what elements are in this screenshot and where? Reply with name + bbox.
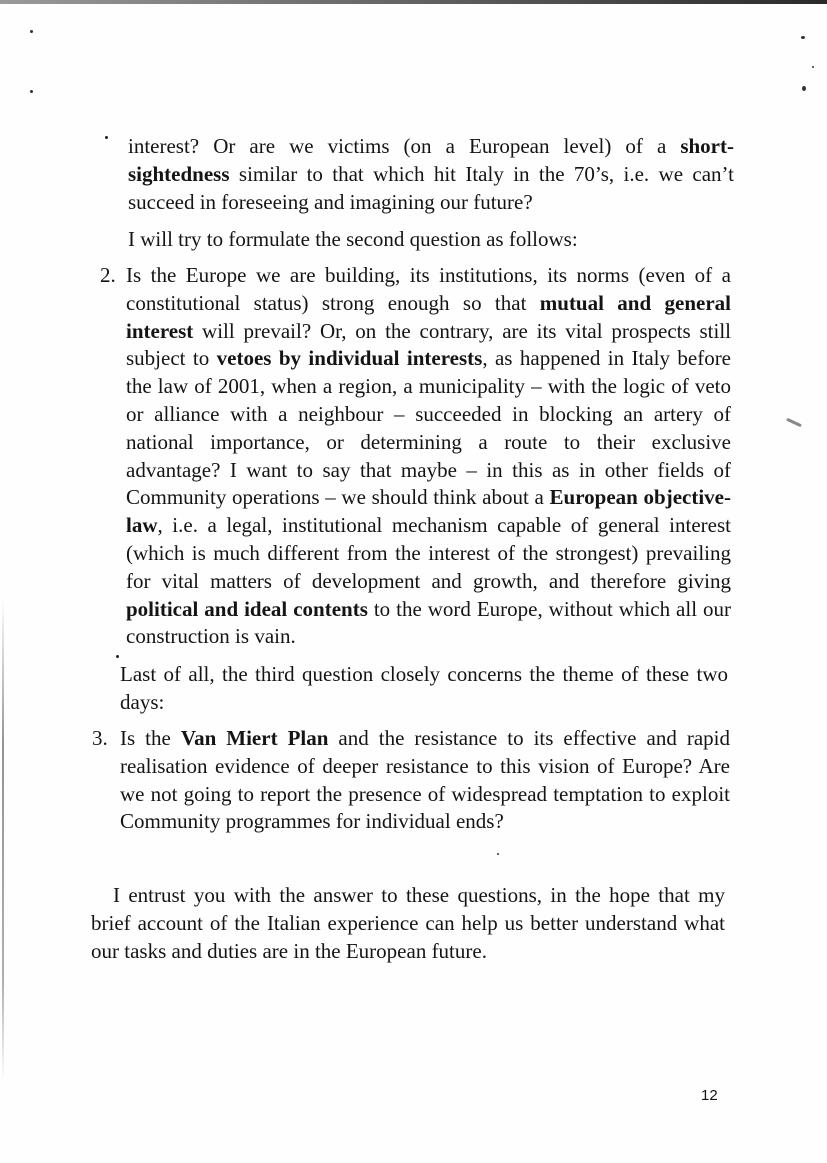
scan-speck bbox=[105, 136, 108, 139]
list-number-2: 2. bbox=[100, 263, 116, 287]
text-span: and the resistance to its effective and rapid realisation evidence of deeper resistance to this vision of Europe? Are we not going to report the presence of widespread temptation to exploit Community programmes for individual ends? bbox=[120, 726, 730, 834]
paragraph-closing bbox=[91, 882, 725, 965]
text-span: similar to that which hit Italy in the 70’s, i.e. we can’t succeed in foreseeing and imagining our future? bbox=[128, 161, 734, 214]
text-span: I entrust you with the answer to these questions, in the hope that my brief account of the Italian experience can help us better understand what our tasks and duties are in the European future. bbox=[91, 883, 725, 963]
text-span: Last of all, the third question closely concerns the theme of these two days: bbox=[120, 662, 728, 714]
scan-speck bbox=[497, 853, 499, 855]
scan-left-edge-shadow bbox=[2, 600, 4, 1080]
bold-term: Van Miert Plan bbox=[180, 726, 329, 750]
text-span: Is the Europe we are building, its institutions, its norms (even of a constitutional status) strong enough so that bbox=[126, 263, 731, 315]
text-span: interest? Or are we victims (on a European level) of a bbox=[128, 134, 681, 158]
list-number-3: 3. bbox=[92, 726, 108, 750]
bold-term: mutual and general interest bbox=[126, 290, 731, 343]
scan-speck bbox=[786, 418, 802, 427]
scan-top-border bbox=[0, 0, 827, 4]
scan-speck bbox=[812, 66, 814, 68]
paragraph-second-question-intro bbox=[128, 226, 734, 254]
text-span: , i.e. a legal, institutional mechanism capable of general interest (which is much different from the interest of the strongest) prevailing for vital matters of development and growth, and therefore giving bbox=[126, 513, 731, 593]
list-item-2 bbox=[126, 262, 731, 651]
scan-speck bbox=[802, 86, 806, 91]
scan-speck bbox=[116, 655, 119, 658]
text-span: , as happened in Italy before the law of 2001, when a region, a municipality – with the logic of veto or alliance with a neighbour – succeeded in blocking an artery of national importance, or determining a route to their exclusive advantage? I want to say that maybe – in this as in other fields of Community operations – we should think about a bbox=[126, 346, 732, 510]
text-span: will prevail? Or, on the contrary, are its vital prospects still subject to bbox=[126, 318, 731, 371]
page-number: 12 bbox=[701, 1087, 718, 1104]
scan-speck bbox=[30, 30, 33, 33]
text-span: Is the bbox=[120, 726, 181, 750]
bold-term: vetoes by individual interests bbox=[216, 346, 483, 371]
text-span: I will try to formulate the second question as follows: bbox=[128, 227, 578, 251]
bold-term: European objective-law bbox=[126, 485, 731, 538]
text-span: to the word Europe, without which all our construction is vain. bbox=[126, 596, 731, 649]
paragraph-question-1-continuation bbox=[128, 133, 734, 216]
bold-term: political and ideal contents bbox=[126, 596, 368, 621]
bold-term: short-sightedness bbox=[128, 134, 734, 186]
list-item-3 bbox=[120, 725, 730, 836]
scan-speck bbox=[30, 90, 33, 93]
scan-speck bbox=[801, 36, 805, 39]
paragraph-third-question-intro bbox=[120, 661, 728, 717]
